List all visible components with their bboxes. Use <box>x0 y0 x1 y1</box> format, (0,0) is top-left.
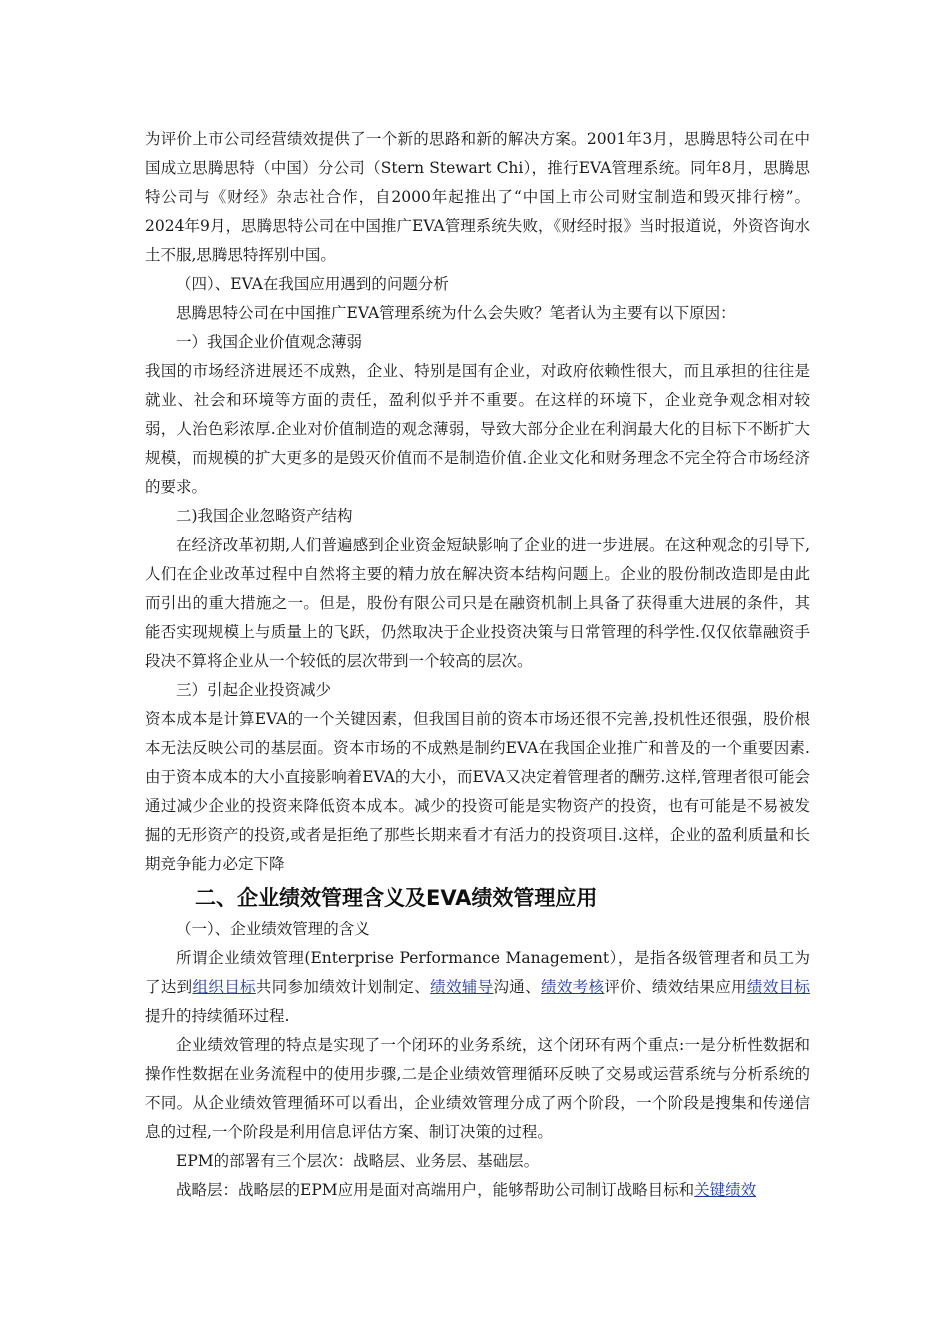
link-organization-goal[interactable]: 组织目标 <box>192 978 256 996</box>
paragraph-asset-structure: 在经济改革初期,人们普遍感到企业资金短缺影响了企业的进一步进展。在这种观念的引导下,人们在企业改革过程中自然将主要的精力放在解决资本结构问题上。企业的股份制改造即是由此而引出的重大措施之一。但是，股份有限公司只是在融资机制上具备了获得重大进展的条件，其能否实现规模上与质量上的飞跃，仍然取决于企业投资决策与日常管理的科学性.仅仅依靠融资手段决不算将企业从一个较低的层次带到一个较高的层次。 <box>145 536 810 670</box>
link-performance-coaching[interactable]: 绩效辅导 <box>430 978 494 996</box>
link-performance-appraisal[interactable]: 绩效考核 <box>540 978 605 996</box>
text-run: 所谓企业绩效管理(Enterprise Performance Management），是指各级管理者和员工为了达到 <box>145 949 810 996</box>
text-run: 共同参加绩效计划制定、 <box>255 978 431 996</box>
link-performance-goal[interactable]: 绩效目标 <box>746 978 810 996</box>
paragraph-strategy-layer <box>145 1176 810 1205</box>
document-body <box>145 125 810 1205</box>
subheading-value-concept: 一）我国企业价值观念薄弱 <box>176 333 363 351</box>
text-run: 提升的持续循环过程. <box>145 1007 290 1025</box>
paragraph-why-failed: 思腾思特公司在中国推广EVA管理系统为什么会失败？笔者认为主要有以下原因： <box>176 304 736 322</box>
text-run: 评价、绩效结果应用 <box>604 978 747 996</box>
paragraph-epm-features: 企业绩效管理的特点是实现了一个闭环的业务系统，这个闭环有两个重点:一是分析性数据和操作性数据在业务流程中的使用步骤,二是企业绩效管理循环反映了交易或运营系统与分析系统的不同。从企业绩效管理循环可以看出，企业绩效管理分成了两个阶段，一个阶段是搜集和传递信息的过程,一个阶段是利用信息评估方案、制订决策的过程。 <box>145 1036 810 1141</box>
paragraph-value-concept: 我国的市场经济进展还不成熟，企业、特别是国有企业，对政府依赖性很大，而且承担的往往是就业、社会和环境等方面的责任，盈利似乎并不重要。在这样的环境下，企业竞争观念相对较弱，人治色彩浓厚.企业对价值制造的观念薄弱，导致大部分企业在利润最大化的目标下不断扩大规模，而规模的扩大更多的是毁灭价值而不是制造价值.企业文化和财务理念不完全符合市场经济的要求。 <box>145 362 810 496</box>
paragraph-epm-layers: EPM的部署有三个层次：战略层、业务层、基础层。 <box>176 1152 540 1170</box>
link-key-performance[interactable]: 关键绩效 <box>694 1181 757 1199</box>
subheading-asset-structure: 二)我国企业忽略资产结构 <box>176 507 353 525</box>
subheading-eva-problems: （四）、EVA在我国应用遇到的问题分析 <box>176 275 449 293</box>
paragraph-epm-definition <box>145 944 810 1031</box>
section-title: 二、企业绩效管理含义及EVA绩效管理应用 <box>195 886 598 910</box>
paragraph-investment-decrease: 资本成本是计算EVA的一个关键因素，但我国目前的资本市场还很不完善,投机性还很强，股价根本无法反映公司的基层面。资本市场的不成熟是制约EVA在我国企业推广和普及的一个重要因素.由于资本成本的大小直接影响着EVA的大小，而EVA又决定着管理者的酬劳.这样,管理者很可能会通过减少企业的投资来降低资本成本。减少的投资可能是实物资产的投资，也有可能是不易被发掘的无形资产的投资,或者是拒绝了那些长期来看才有活力的投资项目.这样，企业的盈利质量和长期竞争能力必定下降 <box>145 710 810 873</box>
text-run: 沟通、 <box>493 978 541 996</box>
text-run: 战略层：战略层的EPM应用是面对高端用户，能够帮助公司制订战略目标和 <box>176 1181 695 1199</box>
paragraph-eva-history: 为评价上市公司经营绩效提供了一个新的思路和新的解决方案。2001年3月，思腾思特公司在中国成立思腾思特（中国）分公司（Stern Stewart Chi），推行EVA管理系统。同年8月，思腾思特公司与《财经》杂志社合作，自2000年起推出了“中国上市公司财宝制造和毁灭排行榜”。2024年9月，思腾思特公司在中国推广EVA管理系统失败，《财经时报》当时报道说，外资咨询水土不服,思腾思特挥别中国。 <box>145 130 810 264</box>
subheading-epm-meaning: （一）、企业绩效管理的含义 <box>176 920 370 938</box>
subheading-investment-decrease: 三）引起企业投资减少 <box>176 681 332 699</box>
